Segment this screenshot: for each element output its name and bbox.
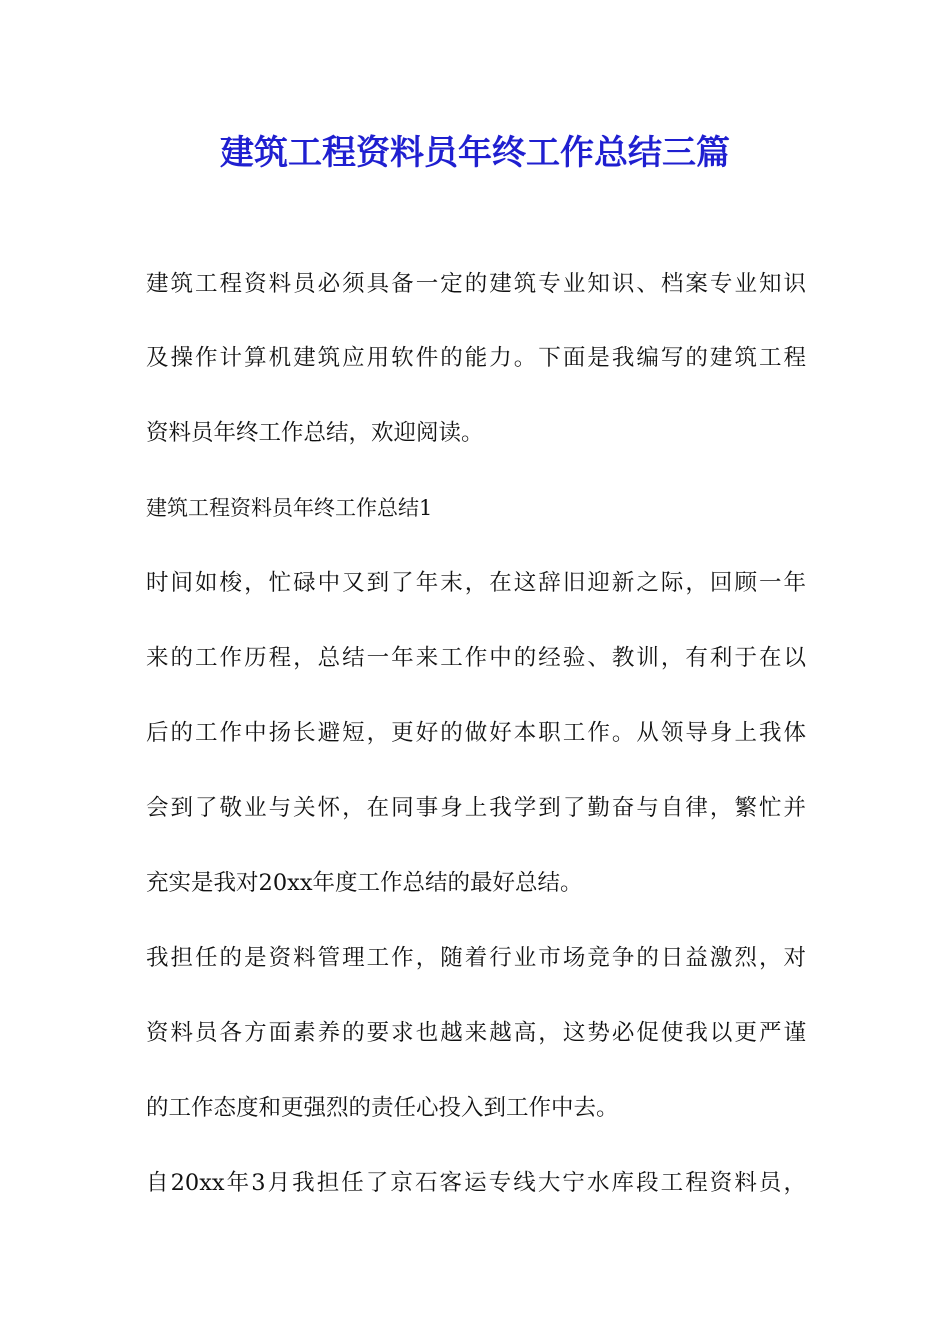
body-line: 充实是我对20xx年度工作总结的最好总结。 (146, 870, 583, 896)
body-line: 及操作计算机建筑应用软件的能力。下面是我编写的建筑工程 (146, 345, 806, 371)
body-line: 资料员各方面素养的要求也越来越高，这势必促使我以更严谨 (146, 1020, 806, 1046)
body-line: 会到了敬业与关怀，在同事身上我学到了勤奋与自律，繁忙并 (146, 795, 806, 821)
body-line: 的工作态度和更强烈的责任心投入到工作中去。 (146, 1095, 619, 1121)
body-line: 我担任的是资料管理工作，随着行业市场竞争的日益激烈，对 (146, 945, 806, 971)
body-line: 资料员年终工作总结，欢迎阅读。 (146, 420, 484, 446)
body-line: 建筑工程资料员必须具备一定的建筑专业知识、档案专业知识 (146, 271, 806, 297)
body-line: 来的工作历程，总结一年来工作中的经验、教训，有利于在以 (146, 645, 806, 671)
section-heading: 建筑工程资料员年终工作总结1 (146, 496, 433, 520)
body-line: 时间如梭，忙碌中又到了年末，在这辞旧迎新之际，回顾一年 (146, 570, 806, 596)
body-line: 自20xx年3月我担任了京石客运专线大宁水库段工程资料员， (146, 1170, 806, 1196)
body-line: 后的工作中扬长避短，更好的做好本职工作。从领导身上我体 (146, 720, 806, 746)
document-title: 建筑工程资料员年终工作总结三篇 (220, 133, 730, 173)
